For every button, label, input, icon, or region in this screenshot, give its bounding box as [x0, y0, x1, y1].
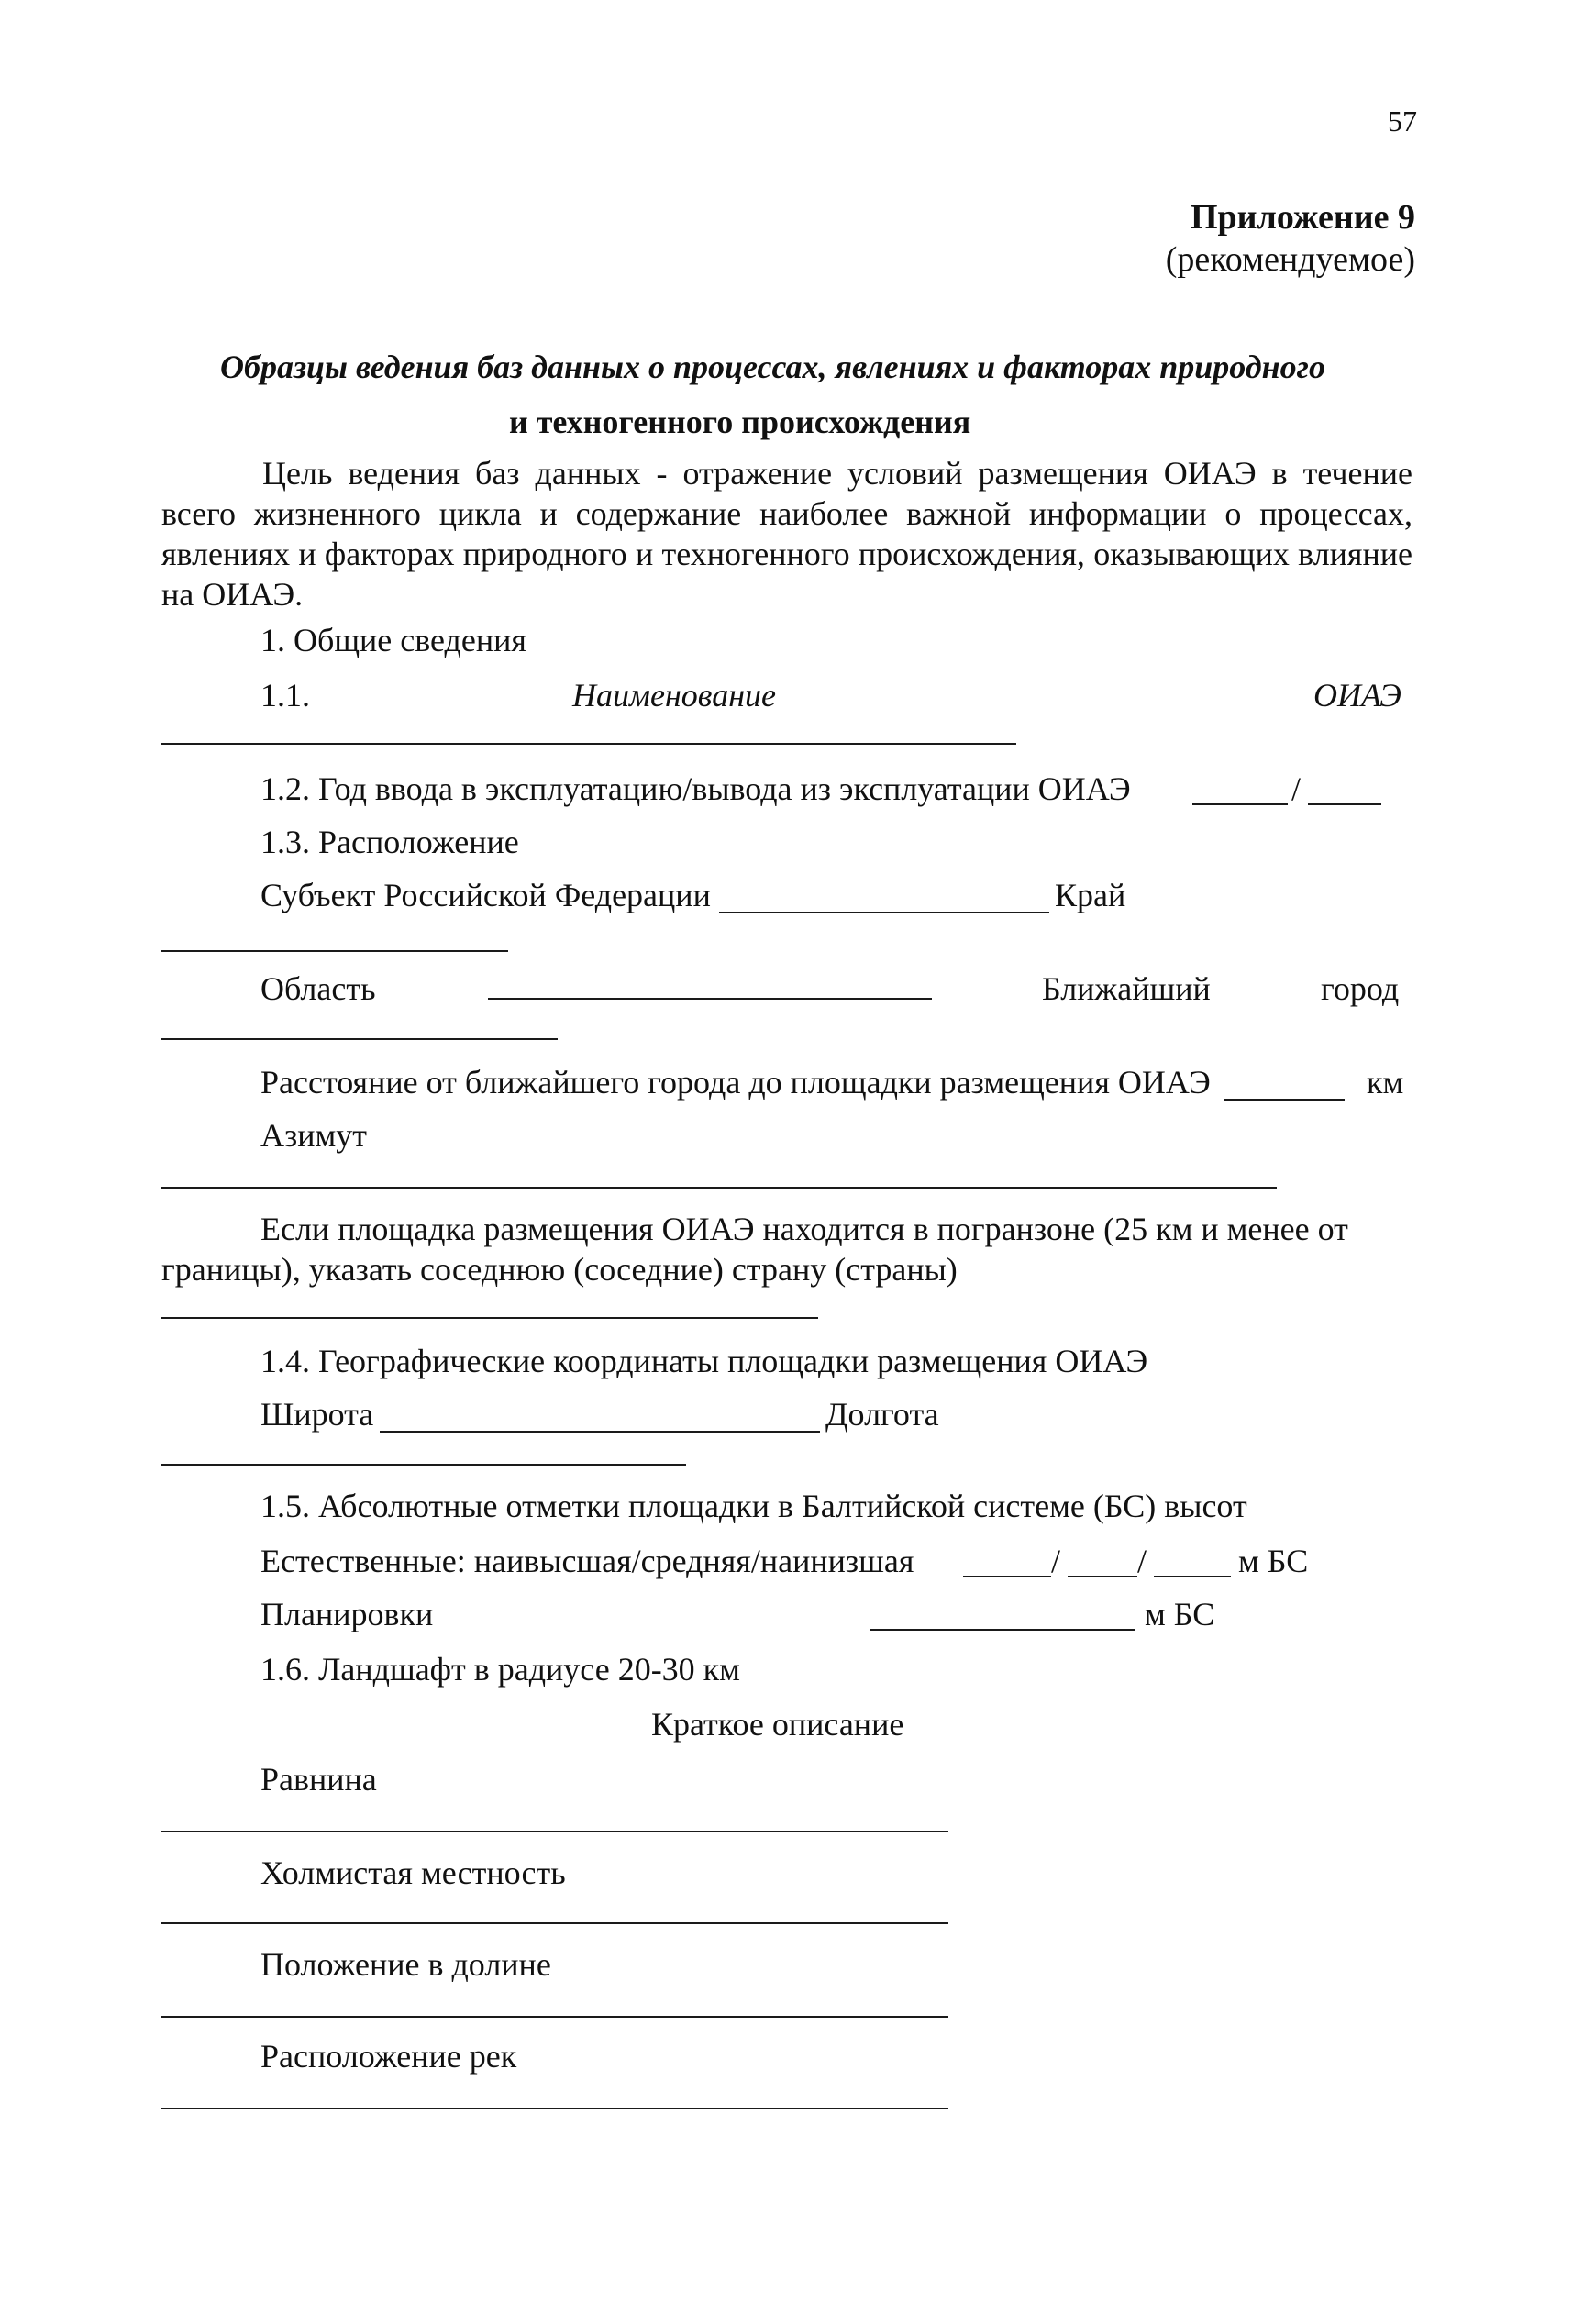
document-heading-line1: Образцы ведения баз данных о процессах, явлениях и факторах природного: [220, 349, 1325, 385]
item-1-1-suffix: ОИАЭ: [1313, 677, 1401, 714]
oblast-field-line[interactable]: [488, 998, 932, 1000]
appendix-subtitle: (рекомендуемое): [1165, 240, 1415, 279]
item-1-2-label: 1.2. Год ввода в эксплуатацию/вывода из эксплуатации ОИАЭ: [260, 770, 1131, 807]
longitude-field-line[interactable]: [161, 1464, 686, 1466]
longitude-label: Долгота: [825, 1396, 939, 1433]
planning-elevation-label: Планировки: [260, 1596, 434, 1632]
oblast-label: Область: [260, 970, 376, 1007]
elevation-lowest-field-line[interactable]: [1154, 1576, 1231, 1577]
item-1-4-title: 1.4. Географические координаты площадки размещения ОИАЭ: [260, 1343, 1148, 1379]
azimuth-label: Азимут: [260, 1117, 367, 1154]
azimuth-field-line[interactable]: [161, 1187, 1277, 1189]
landscape-row-label: Равнина: [260, 1761, 377, 1798]
item-1-3-title: 1.3. Расположение: [260, 824, 519, 860]
landscape-row-line[interactable]: [161, 1922, 948, 1924]
page-number: 57: [1388, 105, 1417, 138]
landscape-row-line[interactable]: [161, 2108, 948, 2109]
border-zone-text-line2: границы), указать соседнюю (соседние) страну (страны): [161, 1251, 958, 1288]
distance-unit: км: [1367, 1064, 1404, 1101]
item-1-1-label: Наименование: [572, 677, 777, 714]
latitude-label: Широта: [260, 1396, 374, 1433]
neighbor-country-field-line[interactable]: [161, 1317, 818, 1319]
border-zone-text-line1: Если площадка размещения ОИАЭ находится в погранзоне (25 км и менее от: [260, 1211, 1348, 1247]
latitude-field-line[interactable]: [380, 1431, 820, 1433]
subject-label: Субъект Российской Федерации: [260, 877, 711, 913]
intro-paragraph: Цель ведения баз данных - отражение условий размещения ОИАЭ в течение всего жизненного цикла и содержание наиболее важной информации о процессах, явлениях и факторах природного и техногенного происхождения, оказывающих влияние на ОИАЭ.: [161, 455, 1412, 613]
landscape-row-label: Положение в долине: [260, 1946, 551, 1983]
item-1-5-title: 1.5. Абсолютные отметки площадки в Балтийской системе (БС) высот: [260, 1488, 1247, 1524]
distance-label: Расстояние от ближайшего города до площадки размещения ОИАЭ: [260, 1064, 1211, 1101]
landscape-row-line[interactable]: [161, 2016, 948, 2018]
item-1-1-number: 1.1.: [260, 677, 310, 714]
krai-field-line[interactable]: [161, 950, 508, 952]
natural-elevation-unit: м БС: [1238, 1543, 1309, 1579]
name-field-line[interactable]: [161, 743, 1016, 745]
commission-year-field-line[interactable]: [1192, 803, 1288, 805]
distance-field-line[interactable]: [1224, 1099, 1345, 1101]
city-label: город: [1321, 970, 1400, 1007]
decommission-year-field-line[interactable]: [1308, 803, 1381, 805]
elevation-separator-2: /: [1137, 1543, 1147, 1579]
landscape-row-line[interactable]: [161, 1831, 948, 1832]
elevation-middle-field-line[interactable]: [1068, 1576, 1137, 1577]
landscape-column-header: Краткое описание: [651, 1706, 904, 1743]
krai-label: Край: [1055, 877, 1126, 913]
item-1-2-separator: /: [1291, 770, 1302, 807]
city-field-line[interactable]: [161, 1038, 558, 1040]
natural-elevation-label: Естественные: наивысшая/средняя/наинизшая: [260, 1543, 914, 1579]
nearest-label: Ближайший: [1042, 970, 1211, 1007]
appendix-title: Приложение 9: [1190, 198, 1415, 237]
document-heading-line2: и техногенного происхождения: [509, 404, 971, 440]
elevation-separator-1: /: [1051, 1543, 1061, 1579]
elevation-highest-field-line[interactable]: [963, 1576, 1051, 1577]
planning-elevation-field-line[interactable]: [870, 1629, 1135, 1631]
landscape-row-label: Расположение рек: [260, 2038, 517, 2075]
section-1-title: 1. Общие сведения: [260, 622, 526, 658]
item-1-6-title: 1.6. Ландшафт в радиусе 20-30 км: [260, 1651, 740, 1688]
subject-field-line[interactable]: [719, 912, 1049, 913]
landscape-row-label: Холмистая местность: [260, 1854, 566, 1891]
planning-elevation-unit: м БС: [1145, 1596, 1215, 1632]
